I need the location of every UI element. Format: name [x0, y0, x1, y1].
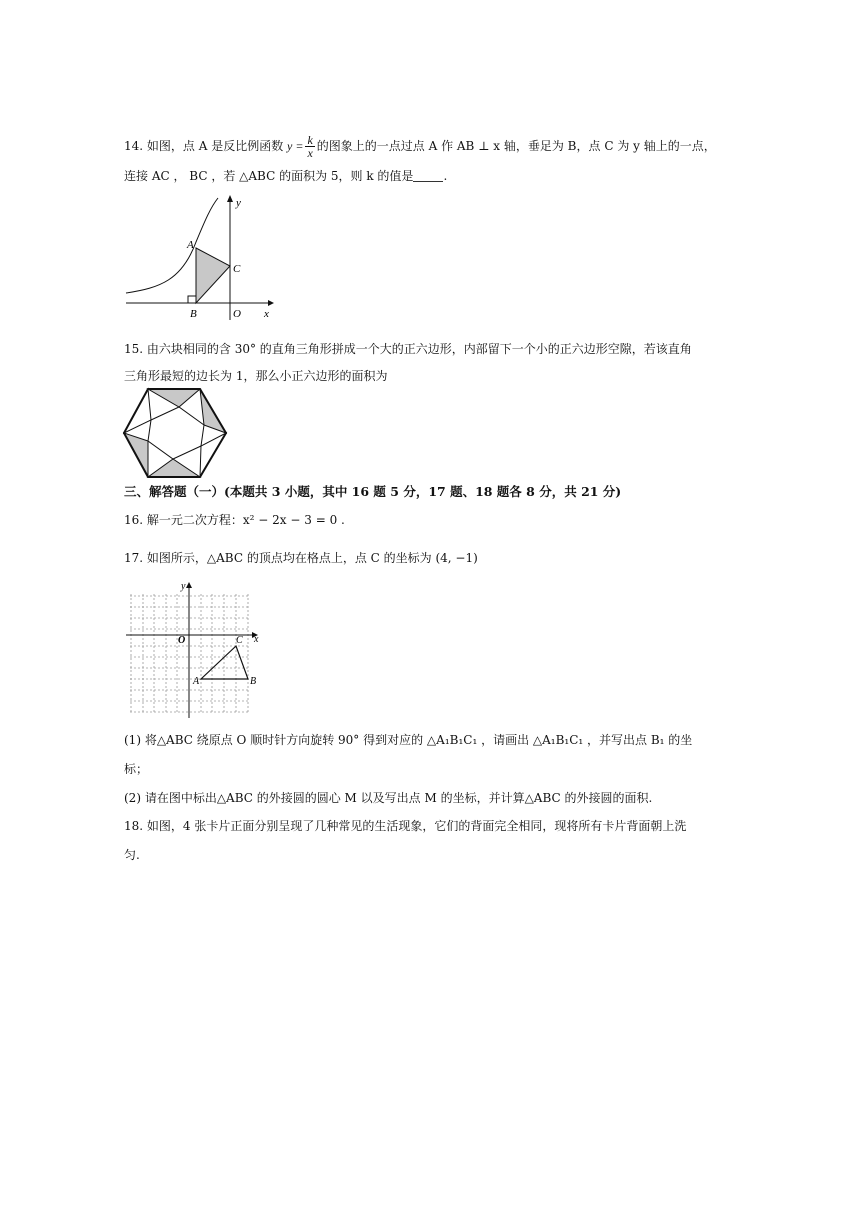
q14-text-end: . [443, 169, 448, 183]
q14-y-arrow [227, 195, 233, 202]
q18-line1: 18. 如图，4 张卡片正面分别呈现了几种常见的生活现象，它们的背面完全相同，现将所有卡片背面朝上洗 [124, 819, 687, 833]
q17-triangle-abc [201, 646, 248, 679]
q14-line1 [124, 134, 716, 159]
q14-label-y: y [236, 197, 241, 209]
q17-label-o: O [178, 635, 186, 646]
q14-label-b: B [190, 308, 197, 320]
q14-label-o: O [233, 308, 241, 320]
q17-label-a: A [193, 676, 200, 687]
q17-y-arrow [186, 582, 192, 588]
q14-label-x: x [264, 308, 269, 320]
q14-text-a: 14. 如图，点 A 是反比例函数 [124, 139, 288, 153]
q15-line1: 15. 由六块相同的含 30° 的直角三角形拼成一个大的正六边形，内部留下一个小的正六边形空隙，若该直角 [124, 342, 692, 356]
q14-text-b: 的图象上的一点过点 A 作 AB ⊥ x 轴，垂足为 B，点 C 为 y 轴上的一点， [316, 139, 716, 153]
q17-label-x: x [254, 634, 259, 645]
q14-text-2: 连接 AC ， BC ，若 △ABC 的面积为 5，则 k 的值是 [124, 169, 414, 183]
q15-hexagon-figure [122, 386, 230, 480]
q15-line2: 三角形最短的边长为 1，那么小正六边形的面积为 [124, 369, 388, 383]
q14-right-angle-mark [188, 296, 196, 303]
q15-triangle-4 [148, 459, 200, 477]
q17-part1-line2: 标； [124, 762, 149, 776]
q14-answer-blank[interactable] [413, 169, 443, 182]
q14-line2 [124, 167, 447, 185]
q17-grid-figure [124, 580, 264, 720]
q14-triangle-abc [196, 248, 230, 303]
q17-text: 17. 如图所示，△ABC 的顶点均在格点上，点 C 的坐标为 (4, −1) [124, 551, 478, 565]
q17-part1-line1: (1) 将△ABC 绕原点 O 顺时针方向旋转 90° 得到对应的 △A₁B₁C₁ ，请画出 △A₁B₁C₁ ，并写出点 B₁ 的坐 [124, 733, 693, 747]
q14-frac-num: k [307, 133, 313, 147]
section-3-title: 三、解答题（一）(本题共 3 小题，其中 16 题 5 分，17 题、18 题各 8 分，共 21 分) [124, 484, 622, 499]
q14-fraction [305, 134, 314, 159]
q17-part2: (2) 请在图中标出△ABC 的外接圆的圆心 M 以及写出点 M 的坐标，并计算△ABC 的外接圆的面积. [124, 791, 653, 805]
q14-x-arrow [268, 300, 274, 306]
q17-label-b: B [250, 676, 257, 687]
q15-inner-hexagon [148, 407, 204, 459]
q14-label-c: C [233, 263, 241, 275]
q17-label-y: y [181, 581, 186, 592]
q14-frac-den: x [307, 146, 313, 160]
q14-func-lhs: y = [287, 139, 304, 153]
q16-text: 16. 解一元二次方程：x² − 2x − 3 = 0 . [124, 513, 345, 527]
q18-line2: 匀. [124, 848, 140, 862]
q14-figure [120, 190, 280, 325]
q14-label-a: A [187, 239, 194, 251]
q17-label-c: C [236, 635, 243, 646]
q15-triangle-1 [148, 389, 200, 407]
